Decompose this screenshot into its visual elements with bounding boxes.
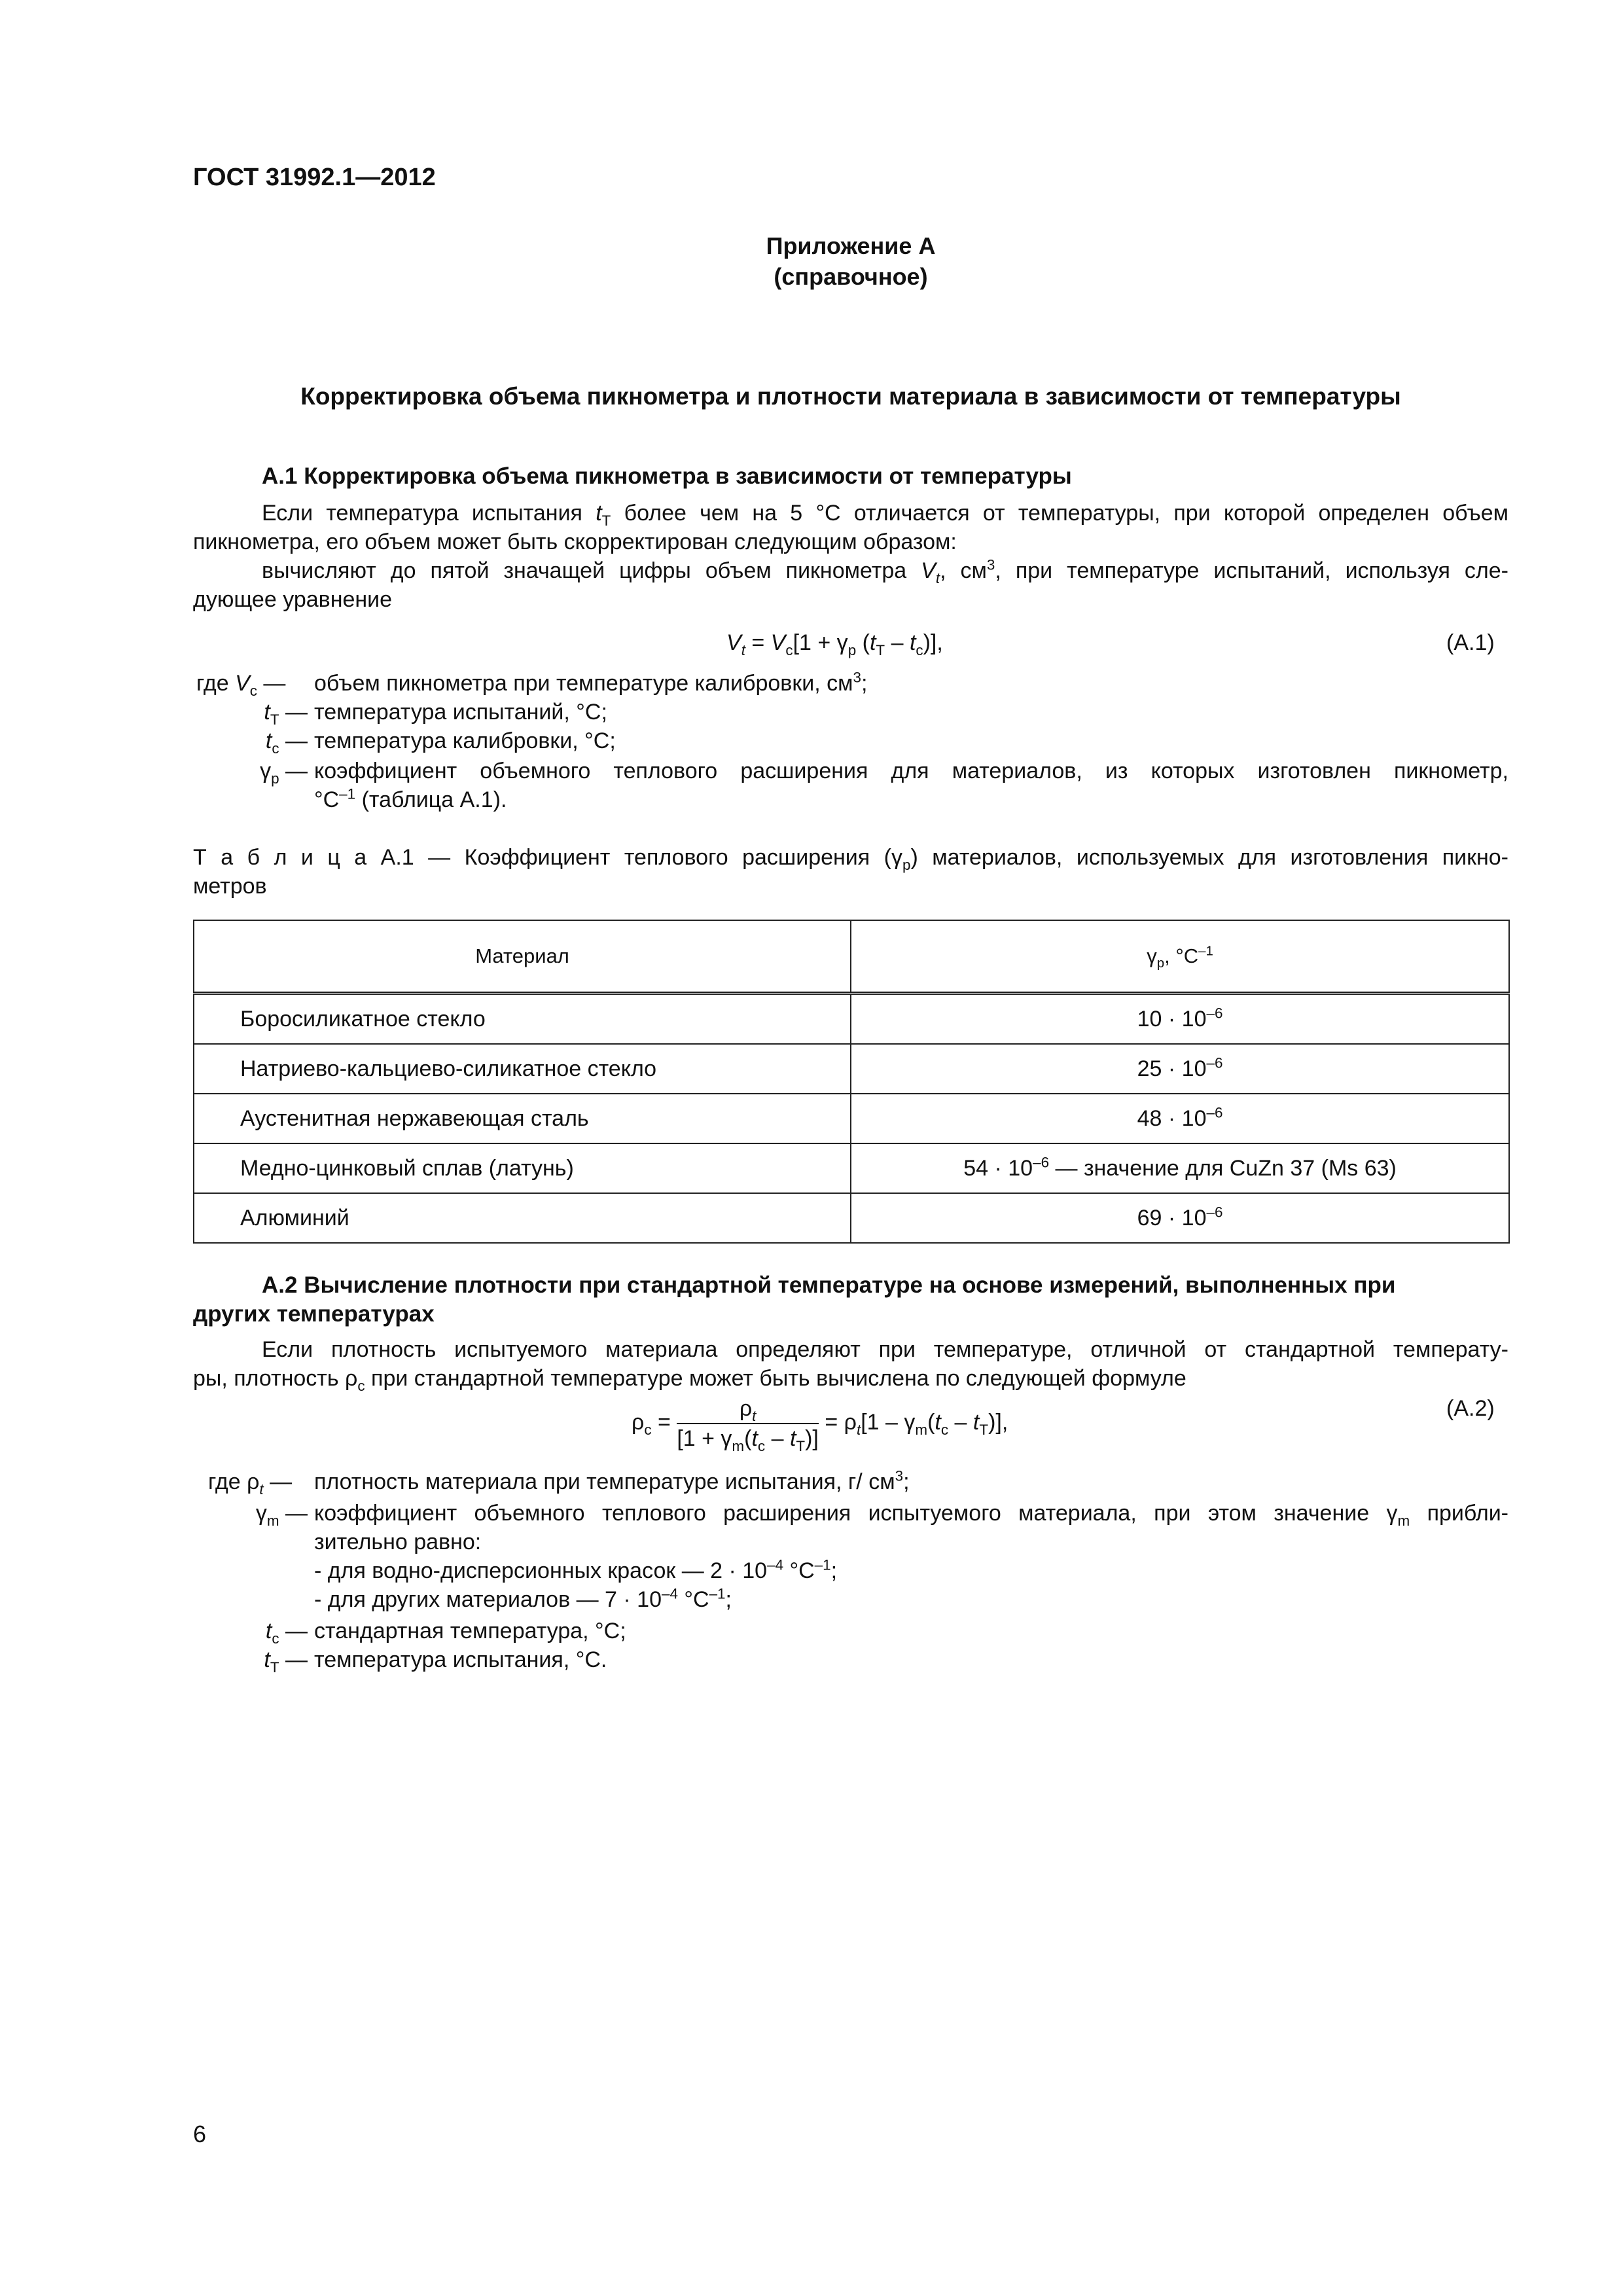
- table-row: [194, 1044, 1509, 1094]
- table-cell-value: $25 \cdot 10^{-6}$: [851, 1044, 1509, 1094]
- a1-paragraph-1-line-2: пикнометра, его объем может быть скорректирован следующим образом:: [193, 529, 957, 554]
- a2-label-tc: $t_c$ —: [265, 1619, 308, 1647]
- section-a2-heading-line-2: других температурах: [193, 1301, 435, 1327]
- a1-where-label: где $V_c$ —: [196, 671, 286, 699]
- section-a1-heading: А.1 Корректировка объема пикнометра в зависимости от температуры: [262, 463, 1072, 489]
- section-a2-heading: А.2 Вычисление плотности при стандартной температуре на основе измерений, выполненных при: [262, 1272, 1396, 1298]
- table-cell-value: $48 \cdot 10^{-6}$: [851, 1094, 1509, 1143]
- table-cell-material: Медно-цинковый сплав (латунь): [194, 1143, 851, 1193]
- a2-paragraph-line-2: ры, плотность $\rho_c$ при стандартной температуре может быть вычислена по следующей формуле: [193, 1366, 1186, 1394]
- a1-def-gamma-p-line-2: $^\circ С^{-1}$ (таблица А.1).: [314, 785, 507, 812]
- expansion-coefficient-table: [193, 920, 1510, 1244]
- annex-type: (справочное): [774, 263, 928, 290]
- a1-def-gamma-p: коэффициент объемного теплового расширения для материалов, из которых изготовлен пикнометр,: [314, 759, 1508, 783]
- document-code: ГОСТ 31992.1—2012: [193, 164, 436, 191]
- table-row: [194, 1094, 1509, 1143]
- equation-a2-fraction: $\frac{\rho_t}{[1 + \gamma_m(t_c - t_Т)]}$: [677, 1394, 819, 1453]
- a2-def-gamma-m-paints: - для водно-дисперсионных красок — $2 \cdot 10^{-4}$ $^\circ С^{-1}$;: [314, 1556, 838, 1583]
- a1-label-gamma-p: $\gamma_p$ —: [260, 759, 308, 787]
- page-number: 6: [193, 2121, 207, 2147]
- table-cell-material: Алюминий: [194, 1193, 851, 1243]
- equation-a2-number: (А.2): [1446, 1396, 1495, 1421]
- main-heading: Корректировка объема пикнометра и плотности материала в зависимости от температуры: [300, 383, 1401, 410]
- table-row: [194, 1193, 1509, 1243]
- a2-def-gamma-m-other: - для других материалов — $7 \cdot 10^{-4}$ $^\circ С^{-1}$;: [314, 1585, 732, 1612]
- table-cell-material: Аустенитная нержавеющая сталь: [194, 1094, 851, 1143]
- a2-paragraph-line-1: Если плотность испытуемого материала определяют при температуре, отличной от стандартной температу-: [262, 1337, 1508, 1362]
- table-cell-material: Боросиликатное стекло: [194, 994, 851, 1045]
- a1-def-tt: температура испытаний, °С;: [314, 700, 607, 725]
- a1-label-tt: $t_Т$ —: [264, 700, 308, 728]
- a1-paragraph-1-line-1: Если температура испытания $t_Т$ более чем на 5 °С отличается от температуры, при которой определен объем: [262, 501, 1508, 529]
- equation-a1-number: (А.1): [1446, 630, 1495, 655]
- a2-def-tc: стандартная температура, °С;: [314, 1619, 626, 1643]
- table-header-coefficient: $\gamma_p$, $^\circ С^{-1}$: [851, 920, 1509, 994]
- a2-def-gamma-m-line-2: зительно равно:: [314, 1530, 482, 1554]
- table-cell-value: $69 \cdot 10^{-6}$: [851, 1193, 1509, 1243]
- table-cell-value: $54 \cdot 10^{-6}$ — значение для CuZn 37 (Ms 63): [851, 1143, 1509, 1193]
- table-cell-material: Натриево-кальциево-силикатное стекло: [194, 1044, 851, 1094]
- a2-label-tt: $t_Т$ —: [264, 1647, 308, 1676]
- table-caption-line-2: метров: [193, 874, 267, 899]
- a2-def-gamma-m: коэффициент объемного теплового расширения испытуемого материала, при этом значение $\gamma_m$ прибли-: [314, 1501, 1509, 1529]
- a1-def-vc: объем пикнометра при температуре калибровки, $см^3$;: [314, 669, 868, 696]
- table-row: [194, 1143, 1509, 1193]
- table-header-material: Материал: [194, 920, 851, 994]
- a1-label-tc: $t_c$ —: [265, 728, 308, 757]
- equation-a2: $\rho_c$ = $\frac{\rho_t}{[1 + \gamma_m(t_c - t_Т)]}$ = $\rho_t[1 - \gamma_m(t_c - t_Т)]$,: [632, 1394, 1008, 1453]
- a1-paragraph-2-line-1: вычисляют до пятой значащей цифры объем пикнометра $V_t$, $см^3$, при температуре испытаний, используя сле-: [262, 556, 1508, 586]
- a2-def-tt: температура испытания, °С.: [314, 1647, 607, 1672]
- a2-label-gamma-m: $\gamma_m$ —: [255, 1501, 308, 1529]
- table-caption: Т а б л и ц а А.1 — Коэффициент теплового расширения $(\gamma_p)$ материалов, используемых для изготовления пикно-: [193, 845, 1508, 873]
- a1-def-tc: температура калибровки, °С;: [314, 728, 616, 753]
- annex-title: Приложение А: [766, 232, 936, 259]
- equation-a1: $V_t = V_c[1 + \gamma_p$ $(t_Т - t_c)$],: [726, 630, 943, 658]
- table-cell-value: $10 \cdot 10^{-6}$: [851, 994, 1509, 1045]
- a2-def-rho-t: плотность материала при температуре испытания, г/ $см^3$;: [314, 1467, 910, 1494]
- a1-paragraph-2-line-2: дующее уравнение: [193, 587, 393, 612]
- a2-where-label: где $\rho_t$ —: [208, 1469, 293, 1498]
- table-row: [194, 994, 1509, 1045]
